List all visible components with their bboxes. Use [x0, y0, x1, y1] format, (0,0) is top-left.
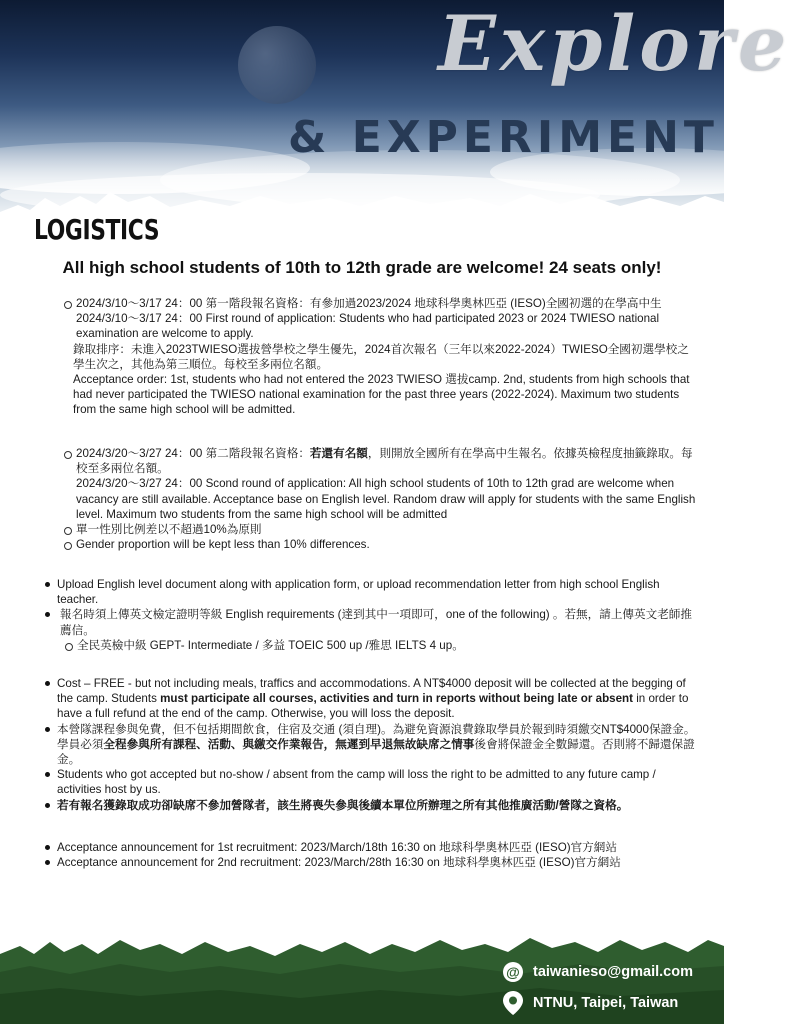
location-contact: [503, 991, 678, 1015]
round1-en-order: Acceptance order: 1st, students who had not entered the 2023 TWIESO 選拔camp. 2nd, students from high schools that had never participated the TWIESO national examination for the past three years (2022-2024). Maximum two students from the same high school will be admitted.: [73, 373, 690, 417]
announcement-item: Acceptance announcement for 1st recruitment: 2023/March/18th 16:30 on 地球科學奧林匹亞 (IESO)官方網站: [57, 840, 697, 855]
bullet-icon: [45, 681, 50, 686]
welcome-headline: All high school students of 10th to 12th grade are welcome! 24 seats only!: [62, 258, 662, 277]
english-block: [57, 577, 697, 653]
round1-en-line: 2024/3/10～3/17 24：00 First round of application: Students who had participated 2023 or 2024 TWIESO national examination are welcome to apply.: [76, 312, 660, 341]
upload-en-item: Upload English level document along with application form, or upload recommendation letter from high school English teacher.: [57, 577, 697, 607]
announcement-item: Acceptance announcement for 2nd recruitment: 2023/March/28th 16:30 on 地球科學奧林匹亞 (IESO)官方網站: [57, 855, 697, 870]
cost-en-item: Cost – FREE - but not including meals, traffics and accommodations. A NT$4000 deposit will be collected at the begging of the camp. Students must participate all courses, activities and turn in reports without being late or absent in order to have a full refund at the end of the camp. Otherwise, you will loss the deposit.: [57, 676, 697, 722]
round2-zh-line: 2024/3/20～3/27 24：00 第二階段報名資格：若還有名額，則開放全國所有在學高中生報名。依據英檢程度抽籤錄取。每校至多兩位名額。: [76, 447, 693, 476]
round1-zh-line: 2024/3/10～3/17 24：00 第一階段報名資格：有參加過2023/2024 地球科學奧林匹亞 (IESO)全國初選的在學高中生: [76, 297, 662, 310]
cost-zh-item: 本營隊課程參與免費，但不包括期間飲食，住宿及交通 (須自理)。為避免資源浪費錄取學員於報到時須繳交NT$4000保證金。學員必須全程參與所有課程、活動、與繳交作業報告，無遲到早退無故缺席之情事後會將保證金全數歸還。否則將不歸還保證金。: [57, 722, 697, 768]
circle-bullet-icon: [64, 527, 72, 535]
cost-block: [57, 676, 697, 813]
at-sign-icon: @: [503, 962, 523, 982]
bullet-icon: [45, 727, 50, 732]
circle-bullet-icon: [64, 301, 72, 309]
bullet-icon: [45, 803, 50, 808]
upload-zh-item: 報名時須上傳英文檢定證明等級 English requirements (達到其中一項即可，one of the following) 。若無，請上傳英文老師推薦信。: [57, 607, 697, 637]
circle-bullet-icon: [64, 542, 72, 550]
round2-en-line: 2024/3/20～3/27 24：00 Scond round of application: All high school students of 10th to 12th grad are welcome when vacancy are still available. Acceptance base on English level. Random draw will apply for students with the same English level. Maximum two students from the same high school will be admitted: [76, 477, 696, 521]
circle-bullet-icon: [64, 451, 72, 459]
requirement-item: 全民英檢中級 GEPT- Intermediate / 多益 TOEIC 500 up /雅思 IELTS 4 up。: [77, 638, 697, 653]
announcements-block: [57, 840, 697, 870]
bullet-icon: [45, 845, 50, 850]
email-text[interactable]: taiwanieso@gmail.com: [533, 964, 693, 980]
section-title: LOGISTICS: [34, 213, 160, 246]
round2-block: [66, 446, 700, 552]
bullet-icon: [45, 582, 50, 587]
moon-graphic: [238, 26, 316, 104]
location-text: NTNU, Taipei, Taiwan: [533, 995, 679, 1011]
gender-en-item: Gender proportion will be kept less than 10% differences.: [66, 537, 700, 552]
bullet-icon: [45, 860, 50, 865]
explore-title: Explore: [438, 0, 790, 88]
experiment-title: & EXPERIMENT: [288, 112, 719, 163]
noshow-zh-item: 若有報名獲錄取成功卻缺席不參加營隊者，該生將喪失參與後續本單位所辦理之所有其他推廣活動/營隊之資格。: [57, 798, 697, 813]
noshow-en-item: Students who got accepted but no-show / absent from the camp will loss the right to be admitted to any future camp / activities host by us.: [57, 767, 697, 797]
email-contact: [503, 962, 693, 982]
round1-zh-order: 錄取排序：未進入2023TWIESO選拔營學校之學生優先，2024首次報名（三年以來2022-2024）TWIESO全國初選學校之學生次之，其他為第三順位。每校至多兩位名額。: [73, 342, 689, 371]
round1-block: [66, 296, 700, 418]
circle-bullet-icon: [65, 643, 73, 651]
bullet-icon: [45, 772, 50, 777]
location-pin-icon: [503, 991, 523, 1015]
gender-zh-item: 單一性別比例差以不超過10%為原則: [66, 522, 700, 537]
bullet-icon: [45, 612, 50, 617]
